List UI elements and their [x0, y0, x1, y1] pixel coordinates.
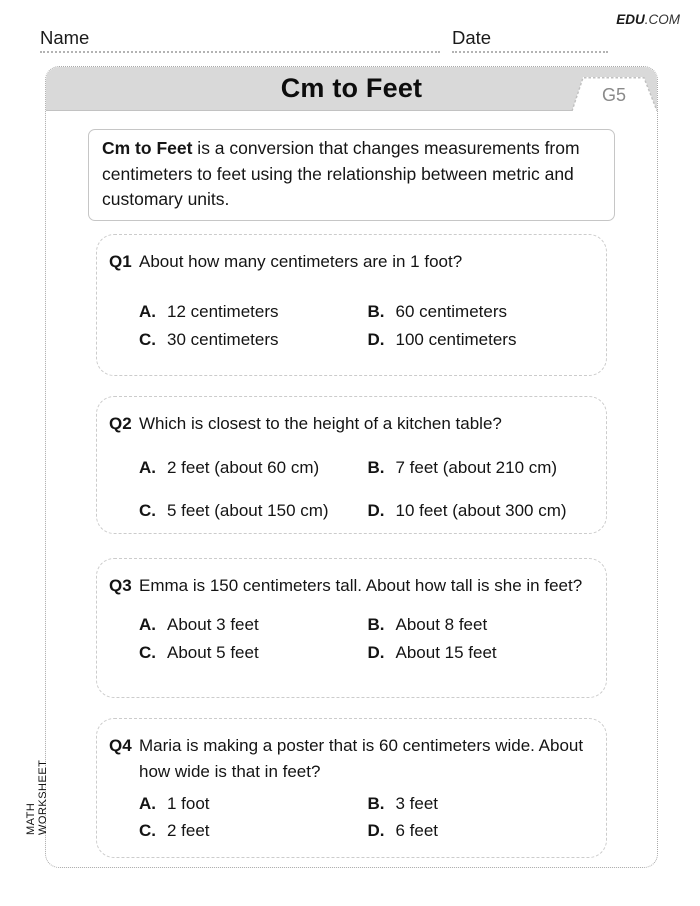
- definition-text: is a conversion that changes measurements from centimeters to feet using the relationship between metric and customary units.: [102, 138, 580, 209]
- option-c[interactable]: [139, 498, 368, 524]
- option-b[interactable]: [368, 299, 597, 325]
- option-a[interactable]: [139, 299, 368, 325]
- option-d[interactable]: [368, 327, 597, 353]
- option-text: 1 foot: [167, 794, 210, 813]
- side-label: MATH WORKSHEET: [25, 759, 49, 835]
- question-id: Q1: [109, 252, 132, 271]
- option-text: 12 centimeters: [167, 302, 279, 321]
- date-field[interactable]: [452, 27, 608, 53]
- brand-primary: EDU: [616, 12, 645, 27]
- option-text: 100 centimeters: [395, 330, 517, 349]
- option-b[interactable]: [368, 791, 597, 817]
- options-grid: [139, 791, 596, 844]
- question-box-q4: [96, 718, 607, 858]
- option-letter: C.: [139, 501, 156, 520]
- option-b[interactable]: [368, 455, 597, 481]
- option-letter: C.: [139, 330, 156, 349]
- options-grid: [139, 612, 596, 666]
- option-text: 3 feet: [395, 794, 439, 813]
- question-text: Which is closest to the height of a kitchen table?: [139, 414, 502, 433]
- card-header: [46, 67, 657, 111]
- question-id: Q2: [109, 414, 132, 433]
- option-c[interactable]: [139, 818, 368, 844]
- option-b[interactable]: [368, 612, 597, 638]
- option-text: 60 centimeters: [395, 302, 507, 321]
- option-text: 10 feet (about 300 cm): [395, 501, 567, 520]
- option-text: About 3 feet: [167, 615, 259, 634]
- option-a[interactable]: [139, 791, 368, 817]
- option-text: 5 feet (about 150 cm): [167, 501, 329, 520]
- option-d[interactable]: [368, 640, 597, 666]
- option-letter: B.: [367, 794, 385, 813]
- brand-logo: [616, 12, 680, 27]
- question-box-q1: [96, 234, 607, 376]
- option-c[interactable]: [139, 640, 368, 666]
- option-letter: A.: [139, 458, 156, 477]
- option-letter: C.: [139, 821, 156, 840]
- option-text: About 15 feet: [395, 643, 497, 662]
- option-letter: B.: [367, 302, 385, 321]
- date-label: Date: [452, 27, 492, 48]
- option-text: 2 feet (about 60 cm): [167, 458, 320, 477]
- option-d[interactable]: [368, 818, 597, 844]
- option-letter: D.: [367, 643, 385, 662]
- question-id: Q3: [109, 576, 132, 595]
- grade-badge-text: G5: [601, 85, 627, 105]
- grade-badge: [570, 77, 658, 111]
- option-text: About 8 feet: [395, 615, 488, 634]
- option-d[interactable]: [368, 498, 597, 524]
- name-label: Name: [40, 27, 90, 48]
- options-grid: [139, 455, 596, 524]
- option-letter: B.: [367, 458, 385, 477]
- question-text: About how many centimeters are in 1 foot?: [139, 252, 463, 271]
- option-text: 2 feet: [167, 821, 210, 840]
- brand-secondary: .COM: [644, 12, 680, 27]
- option-text: About 5 feet: [167, 643, 259, 662]
- option-text: 30 centimeters: [167, 330, 279, 349]
- definition-box: [88, 129, 615, 221]
- option-letter: A.: [139, 302, 156, 321]
- option-letter: D.: [367, 501, 385, 520]
- name-field[interactable]: [40, 27, 440, 53]
- option-letter: B.: [367, 615, 385, 634]
- worksheet-card: [45, 66, 658, 868]
- question-box-q2: [96, 396, 607, 534]
- definition-term: Cm to Feet: [102, 138, 193, 158]
- question-id: Q4: [109, 736, 132, 755]
- option-letter: D.: [367, 330, 385, 349]
- options-grid: [139, 299, 596, 353]
- option-letter: A.: [139, 615, 156, 634]
- question-box-q3: [96, 558, 607, 698]
- option-letter: A.: [139, 794, 156, 813]
- option-text: 6 feet: [395, 821, 439, 840]
- option-c[interactable]: [139, 327, 368, 353]
- question-text: Emma is 150 centimeters tall. About how tall is she in feet?: [139, 576, 583, 595]
- option-a[interactable]: [139, 612, 368, 638]
- option-letter: D.: [367, 821, 385, 840]
- option-letter: C.: [139, 643, 156, 662]
- option-a[interactable]: [139, 455, 368, 481]
- question-text: Maria is making a poster that is 60 centimeters wide. About how wide is that in feet?: [139, 736, 584, 781]
- option-text: 7 feet (about 210 cm): [395, 458, 558, 477]
- worksheet-title: Cm to Feet: [280, 73, 423, 103]
